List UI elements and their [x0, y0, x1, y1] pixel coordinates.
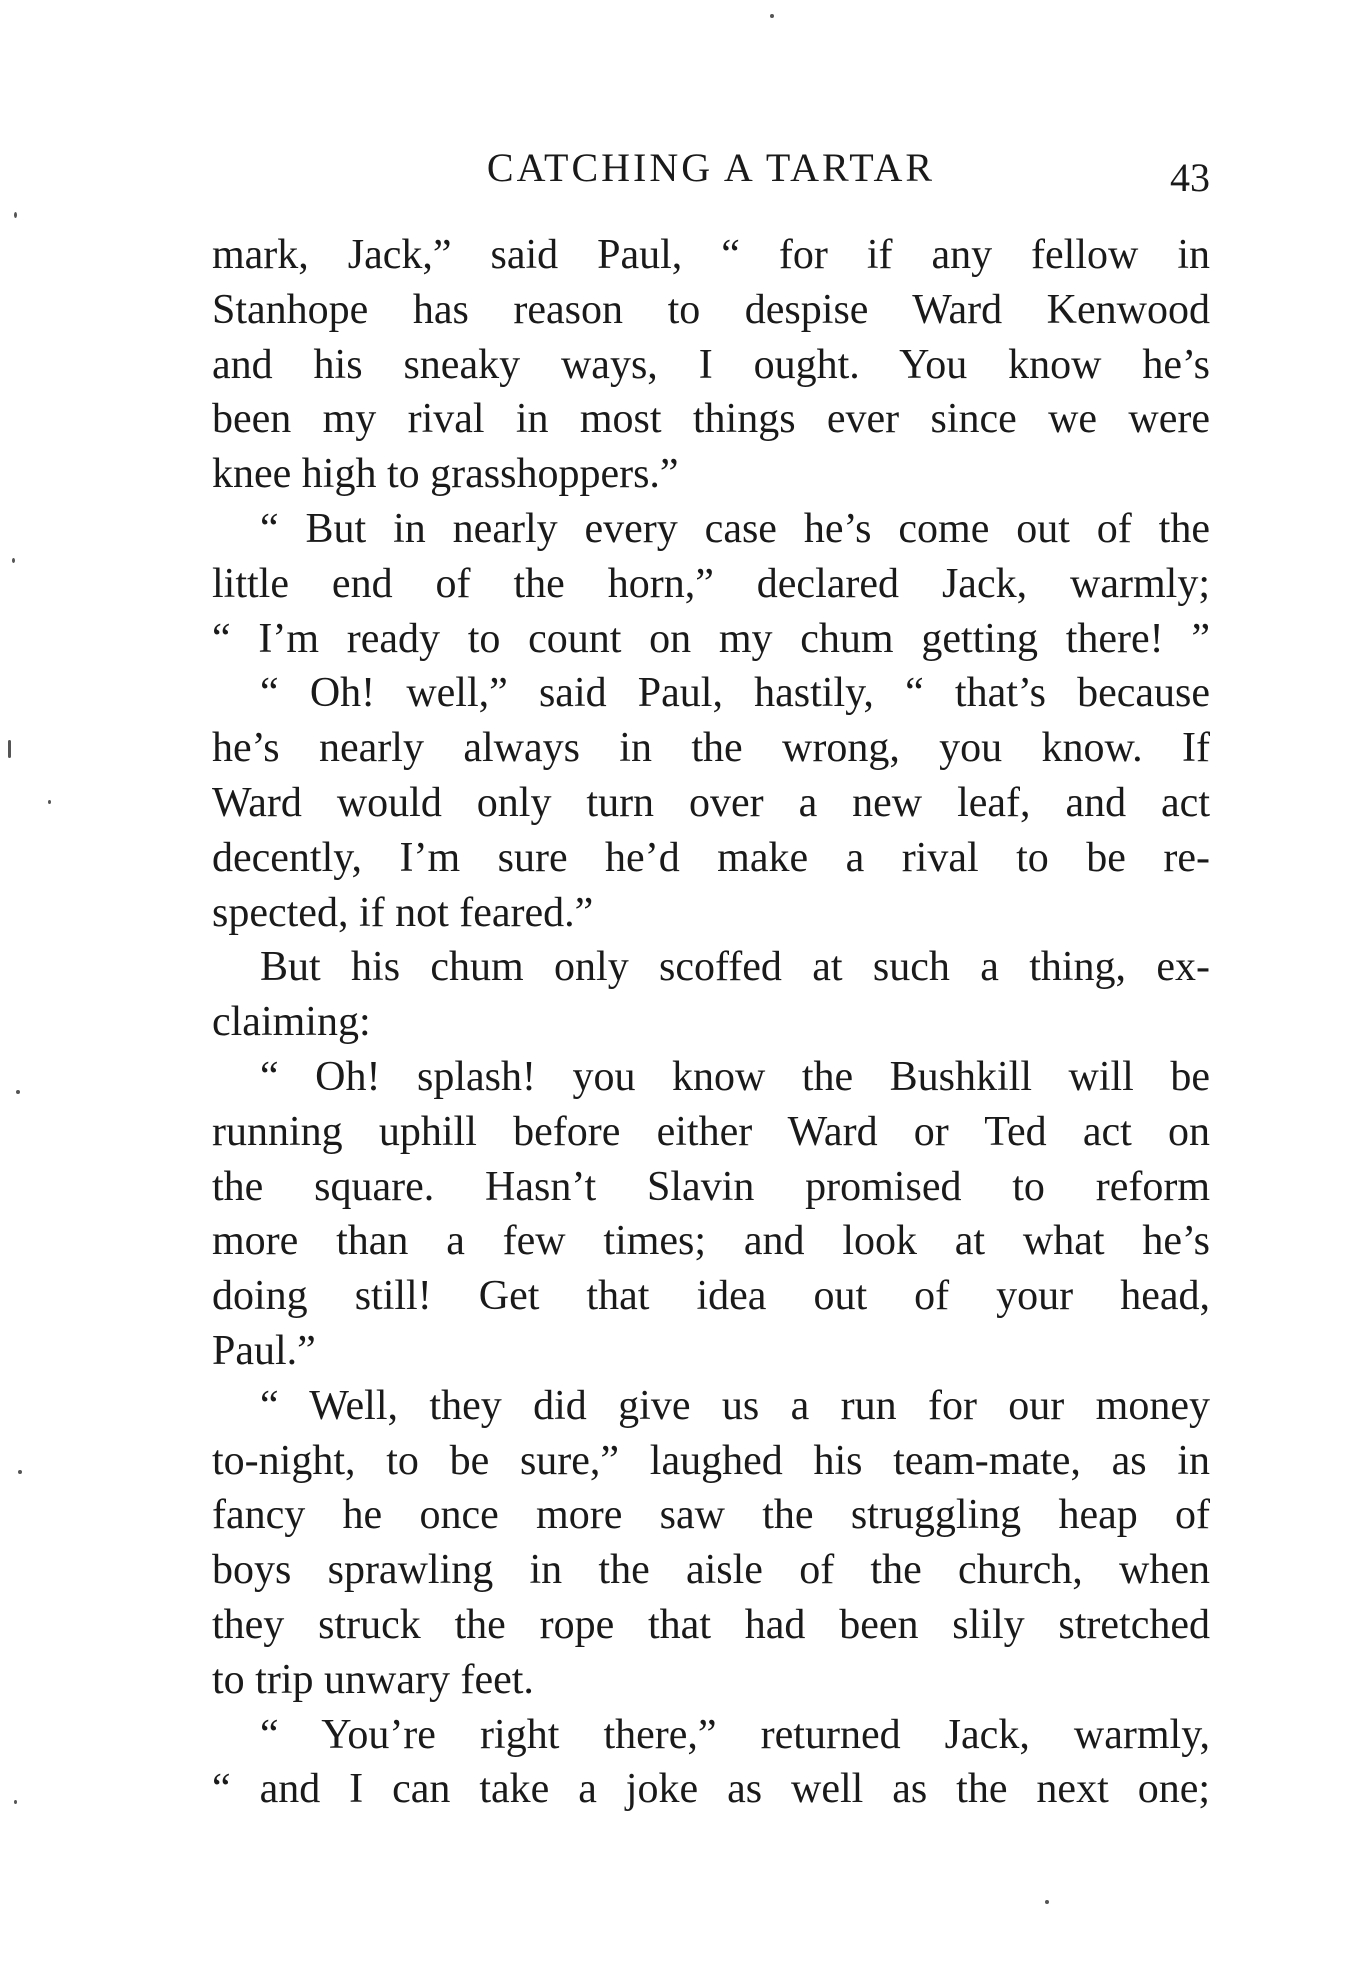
text-line: knee high to grasshoppers.”	[212, 451, 679, 498]
text-line: and his sneaky ways, I ought. You know he’s	[212, 341, 1210, 388]
running-title: CATCHING A TARTAR	[486, 145, 936, 190]
text-line: spected, if not feared.”	[212, 889, 594, 936]
text-line: Stanhope has reason to despise Ward Kenwood	[212, 286, 1210, 333]
text-line: to trip unwary feet.	[212, 1656, 534, 1703]
speck	[14, 1800, 17, 1804]
running-head	[212, 140, 1210, 200]
text-line: they struck the rope that had been slily stretched	[212, 1601, 1210, 1648]
text-line: doing still! Get that idea out of your head,	[212, 1273, 1210, 1320]
speck	[8, 740, 11, 758]
speck	[12, 558, 15, 563]
text-line: Ward would only turn over a new leaf, and act	[212, 779, 1210, 826]
text-line: “ Oh! well,” said Paul, hastily, “ that’s because	[260, 670, 1210, 717]
text-line: “ You’re right there,” returned Jack, warmly,	[260, 1711, 1210, 1758]
page-number: 43	[1170, 155, 1210, 200]
text-line: the square. Hasn’t Slavin promised to reform	[212, 1163, 1210, 1210]
text-line: he’s nearly always in the wrong, you know. If	[212, 725, 1210, 772]
text-line: claiming:	[212, 999, 371, 1046]
text-line: little end of the horn,” declared Jack, warmly;	[212, 560, 1210, 607]
text-line: “ But in nearly every case he’s come out of the	[260, 505, 1210, 552]
text-line: been my rival in most things ever since we were	[212, 396, 1210, 443]
text-line: boys sprawling in the aisle of the church, when	[212, 1547, 1210, 1594]
text-line: Paul.”	[212, 1327, 316, 1374]
body-text	[212, 228, 1210, 1817]
speck	[14, 212, 17, 218]
text-line: But his chum only scoffed at such a thing, ex-	[260, 944, 1210, 991]
text-line: “ and I can take a joke as well as the next one;	[212, 1766, 1210, 1813]
text-line: “ Oh! splash! you know the Bushkill will be	[260, 1053, 1210, 1100]
text-line: to-night, to be sure,” laughed his team-mate, as in	[212, 1437, 1210, 1484]
text-line: “ I’m ready to count on my chum getting there! ”	[212, 615, 1210, 662]
text-line: running uphill before either Ward or Ted act on	[212, 1108, 1210, 1155]
speck	[18, 1470, 22, 1474]
text-line: fancy he once more saw the struggling heap of	[212, 1492, 1210, 1539]
speck	[1045, 1900, 1049, 1904]
text-line: more than a few times; and look at what he’s	[212, 1218, 1210, 1265]
speck	[16, 1090, 20, 1094]
text-line: mark, Jack,” said Paul, “ for if any fellow in	[212, 232, 1210, 278]
speck	[48, 800, 51, 804]
text-line: “ Well, they did give us a run for our money	[260, 1382, 1210, 1429]
text-line: decently, I’m sure he’d make a rival to be re-	[212, 834, 1210, 881]
speck	[770, 14, 774, 18]
